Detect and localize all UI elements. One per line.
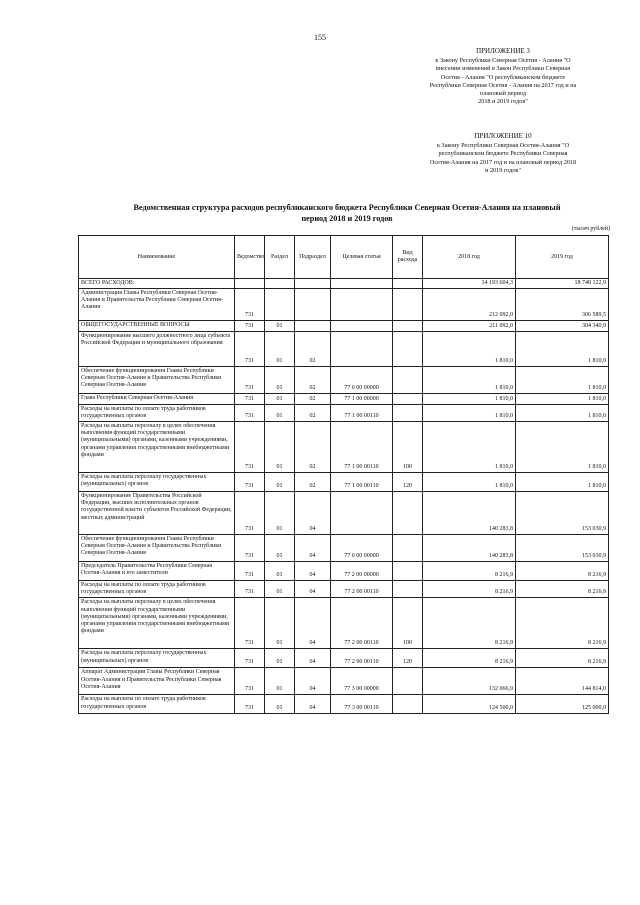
cell-section: 01 bbox=[265, 367, 295, 394]
cell-target bbox=[331, 492, 393, 535]
cell-2019: 1 810,0 bbox=[516, 405, 609, 422]
cell-exp-type bbox=[393, 332, 423, 367]
cell-section: 01 bbox=[265, 581, 295, 598]
cell-2019: 304 340,9 bbox=[516, 321, 609, 332]
cell-exp-type bbox=[393, 289, 423, 321]
table-header-row bbox=[79, 236, 609, 279]
cell-2018: 1 810,0 bbox=[423, 367, 516, 394]
table-row bbox=[79, 422, 609, 473]
cell-2018: 8 216,9 bbox=[423, 649, 516, 668]
cell-exp-type bbox=[393, 668, 423, 695]
cell-target bbox=[331, 332, 393, 367]
appendix-10-line: и 2019 годов" bbox=[485, 166, 521, 174]
cell-subsection: 04 bbox=[295, 695, 331, 714]
cell-section bbox=[265, 289, 295, 321]
cell-dept: 731 bbox=[235, 367, 265, 394]
cell-target: 77 1 00 00000 bbox=[331, 394, 393, 405]
cell-2019: 1 810,0 bbox=[516, 367, 609, 394]
cell-section: 01 bbox=[265, 668, 295, 695]
header-target: Целевая статья bbox=[331, 236, 393, 279]
cell-exp-type bbox=[393, 394, 423, 405]
cell-dept: 731 bbox=[235, 321, 265, 332]
cell-name: Расходы на выплаты по оплате труда работников государственных органов bbox=[79, 405, 235, 422]
cell-2018: 211 092,0 bbox=[423, 321, 516, 332]
cell-exp-type bbox=[393, 562, 423, 581]
cell-section: 01 bbox=[265, 405, 295, 422]
cell-exp-type bbox=[393, 535, 423, 562]
cell-2018: 140 283,8 bbox=[423, 492, 516, 535]
cell-name: Расходы на выплаты персоналу в целях обеспечения выполнения функций государственными (муниципальными) органами, казенными учреждениями, органами управления государственными внебюджетными фондами bbox=[79, 598, 235, 649]
cell-target: 77 1 00 00110 bbox=[331, 405, 393, 422]
cell-name: Глава Республики Северная Осетия-Алания bbox=[79, 394, 235, 405]
table-row bbox=[79, 695, 609, 714]
cell-2019: 8 216,9 bbox=[516, 649, 609, 668]
cell-name: Обеспечение функционирования Главы Республики Северная Осетия-Алания и Правительства Республики Северная Осетия-Алания bbox=[79, 367, 235, 394]
cell-exp-type bbox=[393, 492, 423, 535]
cell-name: Обеспечение функционирования Главы Республики Северная Осетия-Алания и Правительства Республики Северная Осетия-Алания bbox=[79, 535, 235, 562]
cell-section: 01 bbox=[265, 535, 295, 562]
cell-exp-type: 100 bbox=[393, 422, 423, 473]
cell-name: Расходы на выплаты персоналу в целях обеспечения выполнения функций государственными (муниципальными) органами, казенными учреждениями, органами управления государственными внебюджетными фондами bbox=[79, 422, 235, 473]
unit-label: (тысяч рублей) bbox=[571, 226, 610, 232]
cell-name: Расходы на выплаты персоналу государственных (муниципальных) органов bbox=[79, 473, 235, 492]
cell-exp-type bbox=[393, 695, 423, 714]
table-row bbox=[79, 321, 609, 332]
table-row bbox=[79, 394, 609, 405]
cell-subsection: 02 bbox=[295, 367, 331, 394]
cell-section: 01 bbox=[265, 649, 295, 668]
cell-subsection: 04 bbox=[295, 535, 331, 562]
cell-exp-type bbox=[393, 321, 423, 332]
cell-target: 77 2 00 00110 bbox=[331, 598, 393, 649]
table-row bbox=[79, 473, 609, 492]
cell-section: 01 bbox=[265, 562, 295, 581]
cell-subsection: 02 bbox=[295, 422, 331, 473]
cell-dept: 731 bbox=[235, 422, 265, 473]
cell-subsection: 02 bbox=[295, 394, 331, 405]
cell-2018: 1 810,0 bbox=[423, 394, 516, 405]
cell-name: Функционирование Правительства Российской Федерации, высших исполнительных органов государственной власти субъектов Российской Федерации, местных администраций bbox=[79, 492, 235, 535]
cell-exp-type: 120 bbox=[393, 649, 423, 668]
cell-target: 77 0 00 00000 bbox=[331, 367, 393, 394]
cell-target bbox=[331, 321, 393, 332]
cell-dept: 731 bbox=[235, 581, 265, 598]
cell-dept: 731 bbox=[235, 562, 265, 581]
table-row bbox=[79, 405, 609, 422]
cell-target: 77 3 00 00000 bbox=[331, 668, 393, 695]
cell-subsection: 04 bbox=[295, 668, 331, 695]
cell-section: 01 bbox=[265, 473, 295, 492]
cell-2019: 153 030,9 bbox=[516, 535, 609, 562]
table-row bbox=[79, 535, 609, 562]
total-2019: 18 748 122,9 bbox=[516, 279, 609, 289]
cell-subsection: 04 bbox=[295, 492, 331, 535]
cell-section: 01 bbox=[265, 394, 295, 405]
cell-section: 01 bbox=[265, 332, 295, 367]
total-2018: 14 193 604,3 bbox=[423, 279, 516, 289]
cell-subsection: 02 bbox=[295, 332, 331, 367]
cell-exp-type bbox=[393, 367, 423, 394]
cell-section: 01 bbox=[265, 321, 295, 332]
cell-name: Расходы на выплаты по оплате труда работников государственных органов bbox=[79, 581, 235, 598]
header-2019: 2019 год bbox=[516, 236, 609, 279]
cell-exp-type bbox=[393, 581, 423, 598]
cell-2019: 306 589,5 bbox=[516, 289, 609, 321]
cell-section: 01 bbox=[265, 492, 295, 535]
cell-target: 77 3 00 00110 bbox=[331, 695, 393, 714]
cell-dept: 731 bbox=[235, 492, 265, 535]
cell-name: Аппарат Администрации Главы Республики Северная Осетия-Алания и Правительства Республики Северная Осетия-Алания bbox=[79, 668, 235, 695]
cell-2018: 1 810,0 bbox=[423, 332, 516, 367]
appendix-10-line: республиканском бюджете Республики Северная bbox=[438, 150, 568, 158]
total-row bbox=[79, 279, 609, 289]
cell-exp-type: 120 bbox=[393, 473, 423, 492]
appendix-3-line: внесении изменений в Закон Республики Северная bbox=[435, 65, 571, 73]
cell-target: 77 2 00 00000 bbox=[331, 562, 393, 581]
cell-target: 77 2 00 00110 bbox=[331, 581, 393, 598]
cell-dept: 731 bbox=[235, 332, 265, 367]
cell-subsection: 04 bbox=[295, 562, 331, 581]
cell-target: 77 2 00 00110 bbox=[331, 649, 393, 668]
cell-dept: 731 bbox=[235, 598, 265, 649]
cell-2019: 153 030,9 bbox=[516, 492, 609, 535]
cell-2018: 8 216,9 bbox=[423, 581, 516, 598]
cell-dept: 731 bbox=[235, 649, 265, 668]
cell-2019: 8 216,9 bbox=[516, 598, 609, 649]
cell-section: 01 bbox=[265, 422, 295, 473]
appendix-3-line: Республики Северная Осетия - Алания на 2017 год и на bbox=[429, 81, 577, 89]
cell-section: 01 bbox=[265, 598, 295, 649]
cell-2018: 132 066,9 bbox=[423, 668, 516, 695]
cell-name: Администрация Главы Республики Северная Осетия-Алания и Правительства Республики Северная Осетия-Алания bbox=[79, 289, 235, 321]
cell-dept: 731 bbox=[235, 405, 265, 422]
cell-2019: 8 216,9 bbox=[516, 581, 609, 598]
cell-dept: 731 bbox=[235, 473, 265, 492]
total-label: ВСЕГО РАСХОДОВ: bbox=[79, 279, 235, 289]
cell-target: 77 0 00 00000 bbox=[331, 535, 393, 562]
cell-name: ОБЩЕГОСУДАРСТВЕННЫЕ ВОПРОСЫ bbox=[79, 321, 235, 332]
cell-2019: 1 810,0 bbox=[516, 332, 609, 367]
cell-name: Функционирование высшего должностного лица субъекта Российской Федерации и муниципального образования bbox=[79, 332, 235, 367]
cell-2019: 8 216,9 bbox=[516, 562, 609, 581]
cell-dept: 731 bbox=[235, 695, 265, 714]
cell-subsection: 04 bbox=[295, 649, 331, 668]
table-row bbox=[79, 492, 609, 535]
cell-name: Расходы на выплаты по оплате труда работников государственных органов bbox=[79, 695, 235, 714]
cell-subsection: 02 bbox=[295, 405, 331, 422]
document-title bbox=[84, 202, 610, 224]
cell-target: 77 1 00 00110 bbox=[331, 422, 393, 473]
appendix-3-line: 2018 и 2019 годов" bbox=[478, 98, 528, 106]
cell-2018: 1 810,0 bbox=[423, 405, 516, 422]
cell-dept: 731 bbox=[235, 289, 265, 321]
appendix-3-line: плановый период bbox=[479, 90, 526, 98]
appendix-10-line: Осетия-Алания на 2017 год и на плановый период 2018 bbox=[429, 158, 577, 166]
table-row bbox=[79, 562, 609, 581]
header-name: Наименование bbox=[79, 236, 235, 279]
cell-2018: 8 216,9 bbox=[423, 598, 516, 649]
cell-subsection: 04 bbox=[295, 581, 331, 598]
table-row bbox=[79, 581, 609, 598]
table-row bbox=[79, 367, 609, 394]
cell-2019: 125 000,0 bbox=[516, 695, 609, 714]
appendix-10-line: к Закону Республики Северная Осетия-Алания "О bbox=[436, 142, 570, 150]
cell-subsection bbox=[295, 289, 331, 321]
cell-dept: 731 bbox=[235, 535, 265, 562]
header-subsection: Подраздел bbox=[295, 236, 331, 279]
cell-2018: 1 810,0 bbox=[423, 422, 516, 473]
cell-2018: 1 810,0 bbox=[423, 473, 516, 492]
cell-2019: 1 810,0 bbox=[516, 473, 609, 492]
cell-dept: 731 bbox=[235, 394, 265, 405]
cell-2018: 124 500,0 bbox=[423, 695, 516, 714]
cell-subsection: 04 bbox=[295, 598, 331, 649]
cell-2019: 1 810,0 bbox=[516, 422, 609, 473]
cell-target bbox=[331, 289, 393, 321]
appendix-10-block bbox=[402, 132, 604, 175]
cell-dept: 731 bbox=[235, 668, 265, 695]
header-exp-type: Вид расхода bbox=[393, 236, 423, 279]
expenditure-table bbox=[78, 235, 609, 714]
cell-exp-type bbox=[393, 405, 423, 422]
cell-name: Председатель Правительства Республики Северная Осетия-Алания и его заместители bbox=[79, 562, 235, 581]
cell-subsection: 02 bbox=[295, 473, 331, 492]
table-row bbox=[79, 668, 609, 695]
cell-subsection bbox=[295, 321, 331, 332]
cell-exp-type: 100 bbox=[393, 598, 423, 649]
appendix-3-line: к Закону Республики Северная Осетия - Алания "О bbox=[435, 57, 571, 65]
appendix-3-block bbox=[402, 47, 604, 106]
cell-2018: 140 283,8 bbox=[423, 535, 516, 562]
table-row bbox=[79, 332, 609, 367]
cell-2019: 1 810,0 bbox=[516, 394, 609, 405]
table-row bbox=[79, 598, 609, 649]
appendix-3-line: Осетия - Алания "О республиканском бюджете bbox=[440, 73, 566, 81]
header-section: Раздел bbox=[265, 236, 295, 279]
cell-2018: 212 092,0 bbox=[423, 289, 516, 321]
title-line: период 2018 и 2019 годов bbox=[301, 214, 393, 223]
table-row bbox=[79, 649, 609, 668]
header-2018: 2018 год bbox=[423, 236, 516, 279]
cell-section: 01 bbox=[265, 695, 295, 714]
cell-target: 77 1 00 00110 bbox=[331, 473, 393, 492]
cell-2018: 8 216,9 bbox=[423, 562, 516, 581]
cell-2019: 144 814,0 bbox=[516, 668, 609, 695]
header-dept: Ведомство bbox=[235, 236, 265, 279]
cell-name: Расходы на выплаты персоналу государственных (муниципальных) органов bbox=[79, 649, 235, 668]
table-row bbox=[79, 289, 609, 321]
appendix-3-heading: ПРИЛОЖЕНИЕ 3 bbox=[476, 47, 530, 55]
appendix-10-heading: ПРИЛОЖЕНИЕ 10 bbox=[474, 132, 532, 140]
page-number: 155 bbox=[314, 33, 326, 42]
title-line: Ведомственная структура расходов республиканского бюджета Республики Северная Осетия-Алания на плановый bbox=[133, 203, 561, 212]
